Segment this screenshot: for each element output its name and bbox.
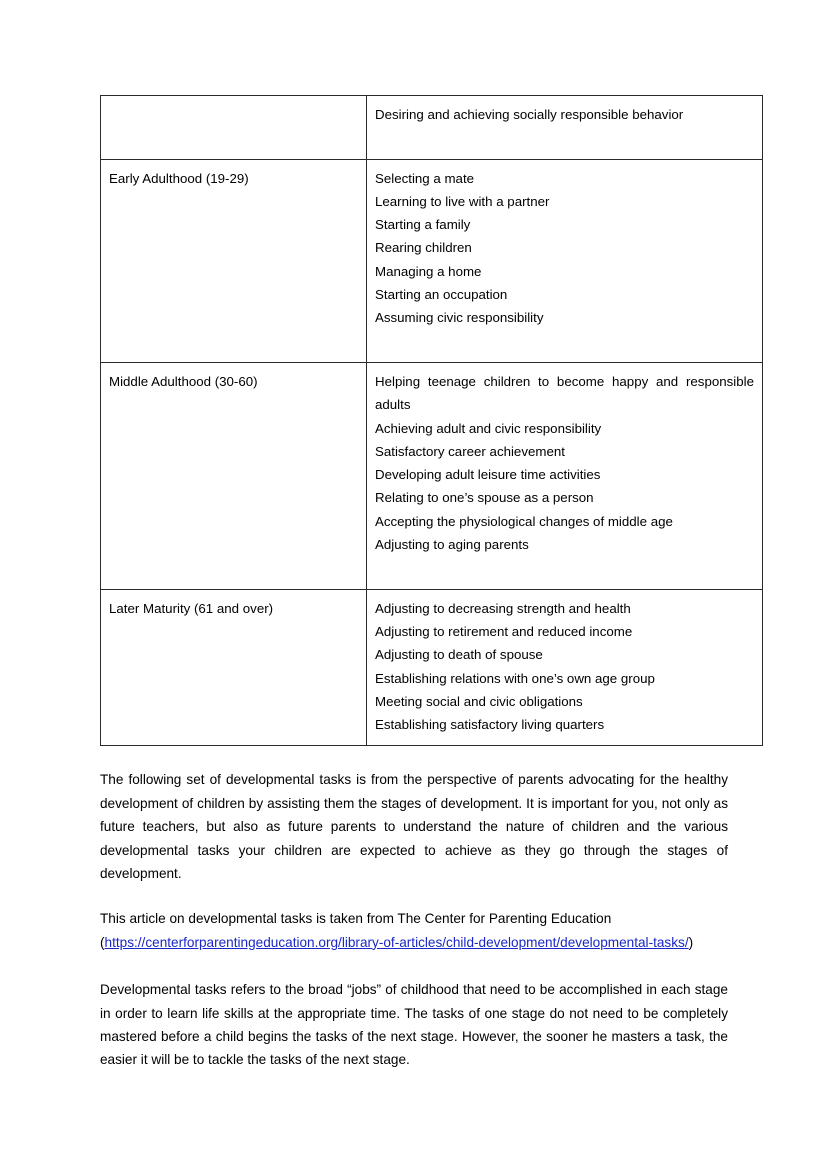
task-line: Starting a family <box>375 217 471 233</box>
tasks-cell <box>367 589 763 746</box>
developmental-tasks-table <box>100 95 763 746</box>
task-line: Adjusting to aging parents <box>375 537 529 553</box>
task-line-spacer <box>375 126 754 149</box>
task-line: Adjusting to decreasing strength and health <box>375 600 631 616</box>
table-row <box>101 589 763 746</box>
task-line-spacer <box>375 330 754 353</box>
task-line: Managing a home <box>375 263 482 279</box>
task-line: Satisfactory career achievement <box>375 443 565 459</box>
tasks-cell <box>367 159 763 362</box>
stage-cell <box>101 96 367 160</box>
stage-cell: Middle Adulthood (30-60) <box>101 362 367 589</box>
table-row <box>101 159 763 362</box>
task-line: Desiring and achieving socially responsible behavior <box>375 107 684 122</box>
task-line: Relating to one’s spouse as a person <box>375 490 594 506</box>
task-line: Selecting a mate <box>375 170 475 186</box>
table-body <box>101 96 763 746</box>
task-line: Meeting social and civic obligations <box>375 693 583 709</box>
table-row <box>101 362 763 589</box>
document-content <box>100 95 754 1072</box>
task-line: Starting an occupation <box>375 287 508 303</box>
task-line: Achieving adult and civic responsibility <box>375 420 602 436</box>
tasks-cell <box>367 362 763 589</box>
source-paragraph <box>100 907 728 954</box>
task-line: Helping teenage children to become happy and responsible adults <box>375 373 754 413</box>
task-line: Establishing relations with one’s own age group <box>375 670 655 686</box>
task-line: Adjusting to death of spouse <box>375 647 543 663</box>
task-line-spacer <box>375 556 754 579</box>
task-line: Establishing satisfactory living quarters <box>375 717 605 733</box>
tasks-cell <box>367 96 763 160</box>
task-line: Assuming civic responsibility <box>375 310 544 326</box>
close-paren: ) <box>688 934 694 950</box>
intro-paragraph: The following set of developmental tasks is from the perspective of parents advocating for the healthy development of children by assisting them the stages of development. It is important for you, not only as future teachers, but also as future parents to understand the nature of children and the various developmental tasks your children are expected to achieve as they go through the stages of development. <box>100 772 728 882</box>
source-link[interactable]: https://centerforparentingeducation.org/library-of-articles/child-development/developmental-tasks/ <box>104 934 689 950</box>
source-prefix-text: This article on developmental tasks is taken from The Center for Parenting Education <box>100 911 612 927</box>
task-line: Accepting the physiological changes of middle age <box>375 513 673 529</box>
task-line: Learning to live with a partner <box>375 193 550 209</box>
task-line: Adjusting to retirement and reduced income <box>375 623 633 639</box>
stage-cell: Early Adulthood (19-29) <box>101 159 367 362</box>
task-line: Rearing children <box>375 240 472 256</box>
task-line: Developing adult leisure time activities <box>375 467 601 483</box>
table-row <box>101 96 763 160</box>
stage-cell: Later Maturity (61 and over) <box>101 589 367 746</box>
open-paren: ( <box>100 934 105 950</box>
closing-paragraph: Developmental tasks refers to the broad “jobs” of childhood that need to be accomplished in each stage in order to learn life skills at the appropriate time. The tasks of one stage do not need to be completely mastered before a child begins the tasks of the next stage. However, the sooner he masters a task, the easier it will be to tackle the tasks of the next stage. <box>100 982 728 1068</box>
